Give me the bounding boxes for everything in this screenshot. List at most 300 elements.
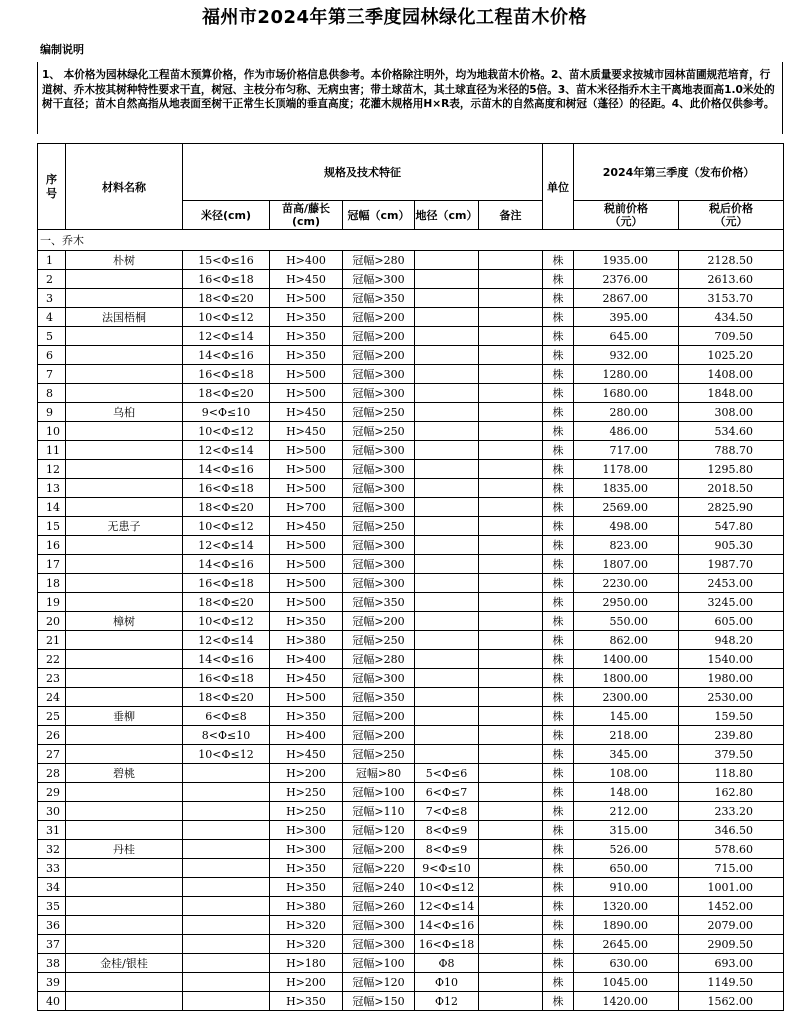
header-crown: 冠幅（cm） xyxy=(343,201,415,230)
cell-height: H>400 xyxy=(270,251,343,270)
header-price-group: 2024年第三季度（发布价格） xyxy=(574,144,784,201)
table-row xyxy=(38,574,784,593)
cell-remark xyxy=(479,916,543,935)
table-row xyxy=(38,479,784,498)
cell-post-tax: 905.30 xyxy=(679,536,784,555)
cell-height: H>300 xyxy=(270,821,343,840)
cell-dbh xyxy=(183,802,270,821)
cell-dbh: 18<Φ≤20 xyxy=(183,593,270,612)
cell-post-tax: 1025.20 xyxy=(679,346,784,365)
cell-seq: 12 xyxy=(38,460,66,479)
cell-seq: 38 xyxy=(38,954,66,973)
cell-post-tax: 2909.50 xyxy=(679,935,784,954)
cell-seq: 10 xyxy=(38,422,66,441)
cell-remark xyxy=(479,555,543,574)
cell-seq: 36 xyxy=(38,916,66,935)
cell-ground: 7<Φ≤8 xyxy=(415,802,479,821)
cell-pre-tax: 2230.00 xyxy=(574,574,679,593)
cell-post-tax: 308.00 xyxy=(679,403,784,422)
cell-name: 朴树 xyxy=(66,251,183,270)
cell-unit: 株 xyxy=(543,783,574,802)
cell-dbh xyxy=(183,935,270,954)
cell-pre-tax: 345.00 xyxy=(574,745,679,764)
header-remark: 备注 xyxy=(479,201,543,230)
table-row xyxy=(38,593,784,612)
table-row xyxy=(38,251,784,270)
cell-unit: 株 xyxy=(543,498,574,517)
cell-ground xyxy=(415,612,479,631)
cell-unit: 株 xyxy=(543,460,574,479)
cell-post-tax: 1408.00 xyxy=(679,365,784,384)
cell-dbh: 16<Φ≤18 xyxy=(183,365,270,384)
cell-seq: 20 xyxy=(38,612,66,631)
cell-crown: 冠幅>200 xyxy=(343,346,415,365)
cell-remark xyxy=(479,840,543,859)
cell-remark xyxy=(479,536,543,555)
cell-seq: 18 xyxy=(38,574,66,593)
cell-post-tax: 162.80 xyxy=(679,783,784,802)
header-ground: 地径（cm） xyxy=(415,201,479,230)
cell-dbh xyxy=(183,859,270,878)
cell-dbh xyxy=(183,878,270,897)
cell-dbh: 10<Φ≤12 xyxy=(183,612,270,631)
table-row xyxy=(38,365,784,384)
table-row xyxy=(38,840,784,859)
cell-height: H>300 xyxy=(270,840,343,859)
cell-crown: 冠幅>300 xyxy=(343,536,415,555)
cell-post-tax: 379.50 xyxy=(679,745,784,764)
table-row xyxy=(38,441,784,460)
cell-name xyxy=(66,973,183,992)
cell-height: H>500 xyxy=(270,479,343,498)
cell-pre-tax: 1420.00 xyxy=(574,992,679,1011)
cell-pre-tax: 630.00 xyxy=(574,954,679,973)
cell-crown: 冠幅>110 xyxy=(343,802,415,821)
cell-dbh: 14<Φ≤16 xyxy=(183,650,270,669)
cell-height: H>350 xyxy=(270,859,343,878)
cell-ground xyxy=(415,669,479,688)
cell-dbh: 10<Φ≤12 xyxy=(183,422,270,441)
cell-remark xyxy=(479,688,543,707)
explanation-note: 1、 本价格为园林绿化工程苗木预算价格，作为市场价格信息供参考。本价格除注明外，均为地栽苗木价格。2、苗木质量要求按城市园林苗圃规范培育，行道树、乔木按其树种特性要求干直，树冠、主枝分布匀称、无病虫害；带土球苗木，其土球直径为米径的5倍。3、苗木米径指乔木主干离地表面高1.0米处的树干直径；苗木自然高指从地表面至树干正常生长顶端的垂直高度；花灌木规格用H×R表，示苗木的自然高度和树冠（蓬径）的径距。4、此价格仅供参考。 xyxy=(37,62,783,134)
cell-seq: 25 xyxy=(38,707,66,726)
cell-crown: 冠幅>250 xyxy=(343,422,415,441)
cell-seq: 22 xyxy=(38,650,66,669)
cell-pre-tax: 1890.00 xyxy=(574,916,679,935)
cell-seq: 9 xyxy=(38,403,66,422)
header-name: 材料名称 xyxy=(66,144,183,230)
cell-name: 金桂/银桂 xyxy=(66,954,183,973)
cell-unit: 株 xyxy=(543,251,574,270)
cell-name xyxy=(66,802,183,821)
cell-name xyxy=(66,916,183,935)
cell-seq: 3 xyxy=(38,289,66,308)
cell-name: 乌桕 xyxy=(66,403,183,422)
cell-ground xyxy=(415,726,479,745)
cell-seq: 29 xyxy=(38,783,66,802)
cell-unit: 株 xyxy=(543,859,574,878)
cell-height: H>450 xyxy=(270,669,343,688)
cell-unit: 株 xyxy=(543,479,574,498)
header-height: 苗高/藤长 (cm) xyxy=(270,201,343,230)
cell-name xyxy=(66,783,183,802)
cell-height: H>380 xyxy=(270,897,343,916)
cell-height: H>400 xyxy=(270,726,343,745)
cell-remark xyxy=(479,707,543,726)
cell-remark xyxy=(479,992,543,1011)
cell-ground xyxy=(415,460,479,479)
cell-remark xyxy=(479,308,543,327)
cell-crown: 冠幅>300 xyxy=(343,479,415,498)
cell-post-tax: 2530.00 xyxy=(679,688,784,707)
table-row xyxy=(38,878,784,897)
cell-post-tax: 578.60 xyxy=(679,840,784,859)
table-row xyxy=(38,992,784,1011)
table-row xyxy=(38,726,784,745)
cell-seq: 31 xyxy=(38,821,66,840)
cell-name xyxy=(66,441,183,460)
table-row xyxy=(38,460,784,479)
cell-post-tax: 788.70 xyxy=(679,441,784,460)
cell-remark xyxy=(479,726,543,745)
cell-dbh xyxy=(183,897,270,916)
cell-unit: 株 xyxy=(543,802,574,821)
cell-remark xyxy=(479,517,543,536)
cell-post-tax: 2079.00 xyxy=(679,916,784,935)
cell-pre-tax: 1400.00 xyxy=(574,650,679,669)
cell-dbh xyxy=(183,992,270,1011)
cell-remark xyxy=(479,802,543,821)
header-spec: 规格及技术特征 xyxy=(183,144,543,201)
cell-dbh: 10<Φ≤12 xyxy=(183,308,270,327)
cell-pre-tax: 910.00 xyxy=(574,878,679,897)
cell-unit: 株 xyxy=(543,422,574,441)
table-row xyxy=(38,422,784,441)
cell-crown: 冠幅>280 xyxy=(343,650,415,669)
table-row xyxy=(38,384,784,403)
section-row xyxy=(38,230,784,251)
cell-seq: 8 xyxy=(38,384,66,403)
cell-height: H>500 xyxy=(270,289,343,308)
cell-pre-tax: 1045.00 xyxy=(574,973,679,992)
cell-seq: 37 xyxy=(38,935,66,954)
cell-ground: Φ12 xyxy=(415,992,479,1011)
cell-ground xyxy=(415,688,479,707)
cell-ground: 9<Φ≤10 xyxy=(415,859,479,878)
cell-crown: 冠幅>300 xyxy=(343,574,415,593)
cell-post-tax: 239.80 xyxy=(679,726,784,745)
cell-ground: 6<Φ≤7 xyxy=(415,783,479,802)
cell-name xyxy=(66,593,183,612)
cell-post-tax: 159.50 xyxy=(679,707,784,726)
cell-seq: 2 xyxy=(38,270,66,289)
cell-unit: 株 xyxy=(543,365,574,384)
cell-post-tax: 605.00 xyxy=(679,612,784,631)
cell-dbh: 18<Φ≤20 xyxy=(183,384,270,403)
cell-pre-tax: 1935.00 xyxy=(574,251,679,270)
cell-ground: Φ8 xyxy=(415,954,479,973)
cell-crown: 冠幅>80 xyxy=(343,764,415,783)
cell-ground xyxy=(415,650,479,669)
table-row xyxy=(38,745,784,764)
cell-seq: 13 xyxy=(38,479,66,498)
cell-seq: 4 xyxy=(38,308,66,327)
cell-ground xyxy=(415,308,479,327)
cell-name xyxy=(66,346,183,365)
cell-pre-tax: 823.00 xyxy=(574,536,679,555)
cell-crown: 冠幅>300 xyxy=(343,669,415,688)
cell-height: H>250 xyxy=(270,802,343,821)
cell-seq: 21 xyxy=(38,631,66,650)
cell-ground xyxy=(415,498,479,517)
cell-height: H>500 xyxy=(270,441,343,460)
cell-unit: 株 xyxy=(543,650,574,669)
cell-crown: 冠幅>300 xyxy=(343,935,415,954)
cell-height: H>250 xyxy=(270,783,343,802)
cell-remark xyxy=(479,574,543,593)
cell-remark xyxy=(479,650,543,669)
cell-remark xyxy=(479,479,543,498)
cell-seq: 23 xyxy=(38,669,66,688)
cell-ground xyxy=(415,251,479,270)
cell-unit: 株 xyxy=(543,897,574,916)
cell-pre-tax: 212.00 xyxy=(574,802,679,821)
cell-name xyxy=(66,821,183,840)
cell-remark xyxy=(479,954,543,973)
cell-crown: 冠幅>280 xyxy=(343,251,415,270)
cell-remark xyxy=(479,441,543,460)
cell-post-tax: 233.20 xyxy=(679,802,784,821)
cell-pre-tax: 108.00 xyxy=(574,764,679,783)
cell-name xyxy=(66,270,183,289)
cell-post-tax: 1295.80 xyxy=(679,460,784,479)
cell-ground xyxy=(415,403,479,422)
cell-height: H>350 xyxy=(270,346,343,365)
cell-ground xyxy=(415,327,479,346)
cell-dbh xyxy=(183,764,270,783)
cell-name xyxy=(66,688,183,707)
cell-pre-tax: 315.00 xyxy=(574,821,679,840)
cell-crown: 冠幅>300 xyxy=(343,384,415,403)
cell-name: 无患子 xyxy=(66,517,183,536)
cell-post-tax: 434.50 xyxy=(679,308,784,327)
cell-post-tax: 534.60 xyxy=(679,422,784,441)
cell-unit: 株 xyxy=(543,593,574,612)
cell-crown: 冠幅>300 xyxy=(343,916,415,935)
cell-post-tax: 2453.00 xyxy=(679,574,784,593)
cell-name xyxy=(66,498,183,517)
cell-remark xyxy=(479,365,543,384)
cell-post-tax: 3153.70 xyxy=(679,289,784,308)
cell-ground: 8<Φ≤9 xyxy=(415,840,479,859)
header-post-tax: 税后价格 （元） xyxy=(679,201,784,230)
cell-crown: 冠幅>200 xyxy=(343,707,415,726)
cell-post-tax: 948.20 xyxy=(679,631,784,650)
cell-pre-tax: 395.00 xyxy=(574,308,679,327)
cell-name xyxy=(66,745,183,764)
table-row xyxy=(38,707,784,726)
cell-remark xyxy=(479,669,543,688)
cell-remark xyxy=(479,821,543,840)
cell-dbh: 12<Φ≤14 xyxy=(183,536,270,555)
cell-ground: 16<Φ≤18 xyxy=(415,935,479,954)
cell-post-tax: 346.50 xyxy=(679,821,784,840)
cell-pre-tax: 550.00 xyxy=(574,612,679,631)
cell-remark xyxy=(479,346,543,365)
cell-crown: 冠幅>350 xyxy=(343,593,415,612)
cell-seq: 39 xyxy=(38,973,66,992)
cell-crown: 冠幅>250 xyxy=(343,403,415,422)
header-pre-tax: 税前价格 （元） xyxy=(574,201,679,230)
cell-name xyxy=(66,897,183,916)
cell-unit: 株 xyxy=(543,726,574,745)
cell-name xyxy=(66,878,183,897)
cell-dbh xyxy=(183,973,270,992)
cell-dbh: 10<Φ≤12 xyxy=(183,745,270,764)
cell-name xyxy=(66,669,183,688)
table-row xyxy=(38,802,784,821)
cell-seq: 30 xyxy=(38,802,66,821)
cell-pre-tax: 2569.00 xyxy=(574,498,679,517)
cell-post-tax: 3245.00 xyxy=(679,593,784,612)
cell-name xyxy=(66,384,183,403)
cell-ground xyxy=(415,422,479,441)
cell-unit: 株 xyxy=(543,346,574,365)
cell-height: H>500 xyxy=(270,688,343,707)
cell-unit: 株 xyxy=(543,878,574,897)
cell-post-tax: 2128.50 xyxy=(679,251,784,270)
cell-crown: 冠幅>300 xyxy=(343,555,415,574)
cell-ground xyxy=(415,479,479,498)
cell-post-tax: 1540.00 xyxy=(679,650,784,669)
cell-crown: 冠幅>350 xyxy=(343,289,415,308)
cell-crown: 冠幅>120 xyxy=(343,973,415,992)
cell-crown: 冠幅>300 xyxy=(343,270,415,289)
table-row xyxy=(38,859,784,878)
cell-unit: 株 xyxy=(543,954,574,973)
cell-name xyxy=(66,574,183,593)
cell-remark xyxy=(479,783,543,802)
cell-dbh: 10<Φ≤12 xyxy=(183,517,270,536)
cell-ground xyxy=(415,574,479,593)
table-row xyxy=(38,327,784,346)
cell-name xyxy=(66,536,183,555)
cell-crown: 冠幅>240 xyxy=(343,878,415,897)
cell-post-tax: 1987.70 xyxy=(679,555,784,574)
cell-crown: 冠幅>150 xyxy=(343,992,415,1011)
cell-dbh: 6<Φ≤8 xyxy=(183,707,270,726)
cell-height: H>450 xyxy=(270,745,343,764)
table-row xyxy=(38,650,784,669)
cell-name: 法国梧桐 xyxy=(66,308,183,327)
cell-ground: 12<Φ≤14 xyxy=(415,897,479,916)
cell-name xyxy=(66,859,183,878)
cell-unit: 株 xyxy=(543,669,574,688)
cell-unit: 株 xyxy=(543,555,574,574)
cell-pre-tax: 1680.00 xyxy=(574,384,679,403)
cell-post-tax: 1149.50 xyxy=(679,973,784,992)
header-dbh: 米径(cm) xyxy=(183,201,270,230)
cell-crown: 冠幅>250 xyxy=(343,631,415,650)
cell-ground: 5<Φ≤6 xyxy=(415,764,479,783)
cell-ground xyxy=(415,707,479,726)
cell-unit: 株 xyxy=(543,441,574,460)
cell-unit: 株 xyxy=(543,574,574,593)
cell-seq: 35 xyxy=(38,897,66,916)
cell-crown: 冠幅>300 xyxy=(343,498,415,517)
cell-seq: 17 xyxy=(38,555,66,574)
cell-dbh: 14<Φ≤16 xyxy=(183,460,270,479)
cell-name xyxy=(66,631,183,650)
cell-crown: 冠幅>300 xyxy=(343,441,415,460)
cell-pre-tax: 1807.00 xyxy=(574,555,679,574)
cell-name xyxy=(66,935,183,954)
cell-height: H>320 xyxy=(270,935,343,954)
cell-height: H>500 xyxy=(270,384,343,403)
cell-crown: 冠幅>120 xyxy=(343,821,415,840)
cell-pre-tax: 2376.00 xyxy=(574,270,679,289)
cell-ground xyxy=(415,289,479,308)
cell-seq: 5 xyxy=(38,327,66,346)
cell-dbh: 14<Φ≤16 xyxy=(183,346,270,365)
cell-crown: 冠幅>200 xyxy=(343,840,415,859)
cell-post-tax: 1848.00 xyxy=(679,384,784,403)
cell-name xyxy=(66,289,183,308)
table-row xyxy=(38,536,784,555)
cell-name: 碧桃 xyxy=(66,764,183,783)
cell-height: H>500 xyxy=(270,460,343,479)
table-row xyxy=(38,289,784,308)
cell-height: H>500 xyxy=(270,555,343,574)
cell-unit: 株 xyxy=(543,935,574,954)
cell-remark xyxy=(479,764,543,783)
cell-seq: 14 xyxy=(38,498,66,517)
cell-unit: 株 xyxy=(543,821,574,840)
table-row xyxy=(38,764,784,783)
cell-ground: Φ10 xyxy=(415,973,479,992)
cell-seq: 6 xyxy=(38,346,66,365)
cell-unit: 株 xyxy=(543,308,574,327)
cell-height: H>400 xyxy=(270,650,343,669)
cell-crown: 冠幅>100 xyxy=(343,783,415,802)
cell-dbh xyxy=(183,783,270,802)
cell-unit: 株 xyxy=(543,403,574,422)
table-row xyxy=(38,669,784,688)
cell-seq: 24 xyxy=(38,688,66,707)
cell-crown: 冠幅>200 xyxy=(343,726,415,745)
cell-ground xyxy=(415,536,479,555)
cell-dbh: 12<Φ≤14 xyxy=(183,327,270,346)
cell-unit: 株 xyxy=(543,517,574,536)
cell-dbh xyxy=(183,916,270,935)
cell-crown: 冠幅>300 xyxy=(343,460,415,479)
cell-remark xyxy=(479,897,543,916)
cell-height: H>320 xyxy=(270,916,343,935)
cell-remark xyxy=(479,422,543,441)
cell-name: 樟树 xyxy=(66,612,183,631)
cell-crown: 冠幅>350 xyxy=(343,688,415,707)
cell-name xyxy=(66,365,183,384)
cell-name xyxy=(66,650,183,669)
cell-unit: 株 xyxy=(543,992,574,1011)
cell-unit: 株 xyxy=(543,270,574,289)
cell-height: H>200 xyxy=(270,973,343,992)
cell-ground: 8<Φ≤9 xyxy=(415,821,479,840)
cell-name xyxy=(66,327,183,346)
table-row xyxy=(38,612,784,631)
cell-remark xyxy=(479,593,543,612)
table-row xyxy=(38,935,784,954)
